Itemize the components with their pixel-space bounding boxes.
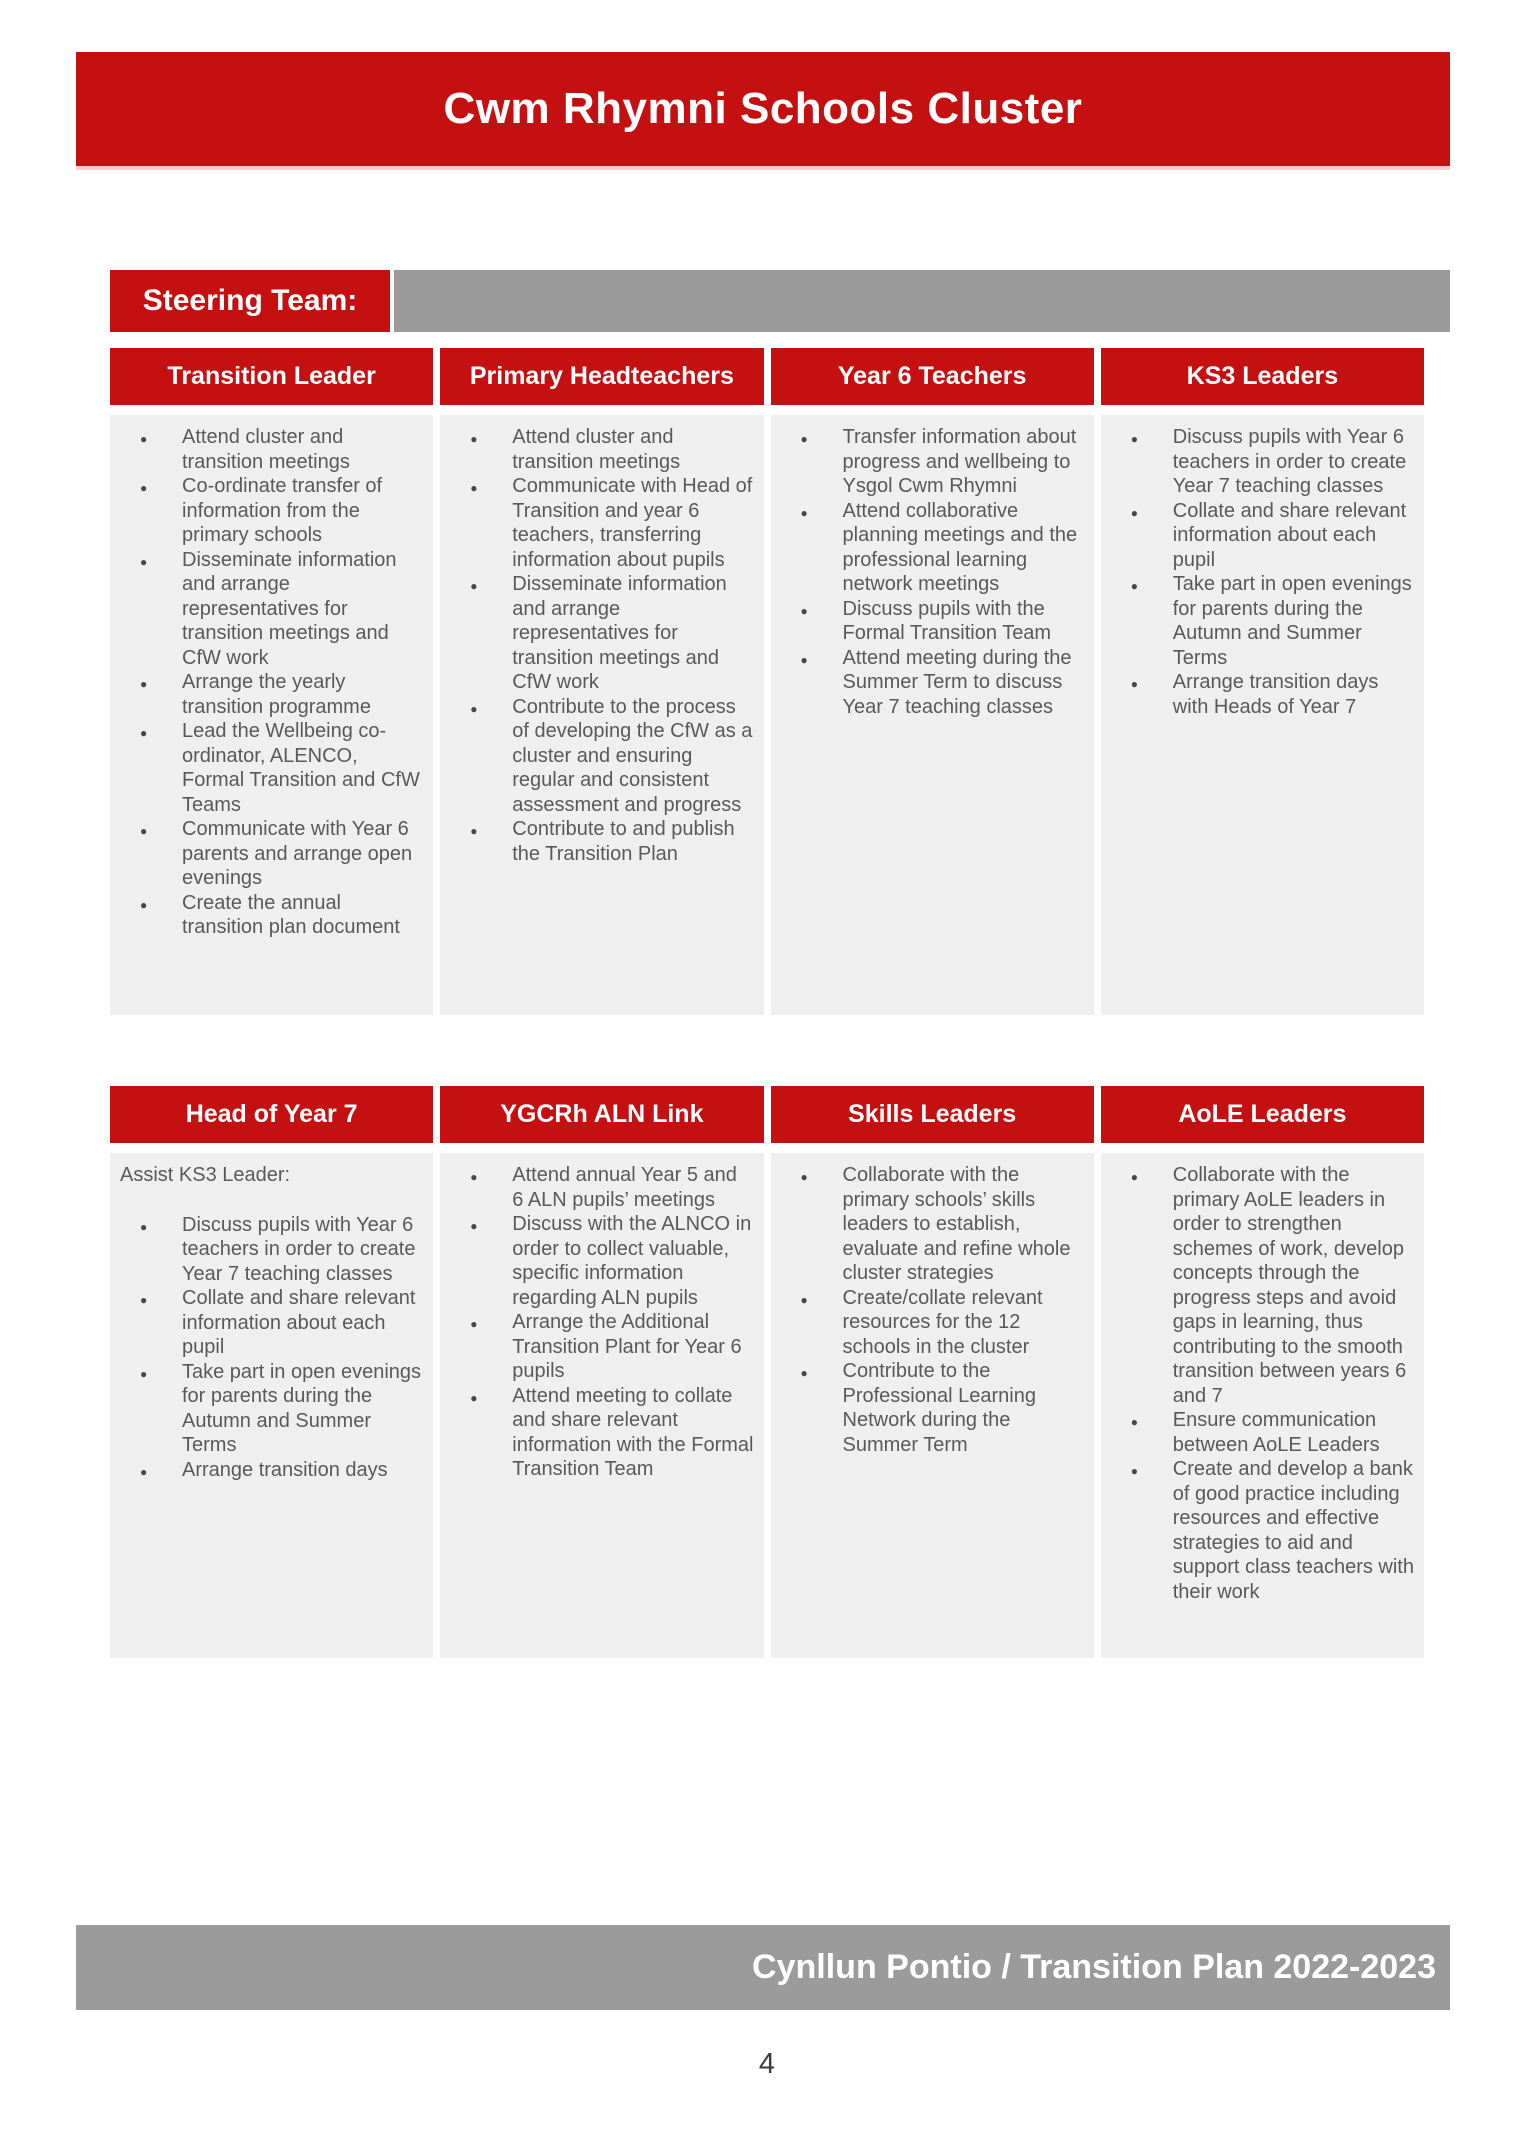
bullet-item: ● Attend collaborative planning meetings and the professional learning network meetings (771, 499, 1084, 597)
role-card (771, 1153, 1094, 1658)
role-title: Transition Leader (167, 362, 376, 390)
role-header (1101, 1086, 1424, 1143)
role-card (1101, 1153, 1424, 1658)
role-column-skills-leaders (771, 1086, 1094, 1658)
role-card (440, 1153, 763, 1658)
role-header (110, 348, 433, 405)
bullet-list (110, 1213, 423, 1483)
steering-gray-bar (394, 270, 1450, 332)
role-title: AoLE Leaders (1178, 1100, 1347, 1128)
role-column-transition-leader (110, 348, 433, 1015)
page-number: 4 (758, 2048, 776, 2080)
bullet-list (1101, 1163, 1414, 1604)
role-header (440, 348, 763, 405)
role-title: Primary Headteachers (469, 362, 734, 390)
role-card (771, 415, 1094, 1015)
bullet-list (1101, 425, 1414, 719)
role-column-ygcrh-aln-link (440, 1086, 763, 1658)
role-card (110, 415, 433, 1015)
role-header (771, 348, 1094, 405)
footer-text: Cynllun Pontio / Transition Plan 2022-2023 (752, 1948, 1436, 1986)
bullet-list (771, 425, 1084, 719)
bullet-item: ● Take part in open evenings for parents during the Autumn and Summer Terms (1101, 572, 1414, 670)
steering-team-label: Steering Team: (110, 270, 390, 332)
role-header (440, 1086, 763, 1143)
steering-team-bar (110, 270, 1450, 332)
bullet-item: ● Create the annual transition plan document (110, 891, 423, 940)
bullet-item: ● Discuss pupils with the Formal Transition Team (771, 597, 1084, 646)
title-banner (76, 52, 1450, 170)
bullet-list (440, 425, 753, 866)
roles-grid-row-1 (110, 348, 1424, 1015)
roles-grid-row-2 (110, 1086, 1424, 1658)
bullet-item: ● Arrange the yearly transition programme (110, 670, 423, 719)
bullet-item: ● Create and develop a bank of good practice including resources and effective strategies to aid and support class teachers with their work (1101, 1457, 1414, 1604)
bullet-item: ● Create/collate relevant resources for the 12 schools in the cluster (771, 1286, 1084, 1360)
bullet-item: ● Collaborate with the primary schools’ skills leaders to establish, evaluate and refine whole cluster strategies (771, 1163, 1084, 1286)
page-title: Cwm Rhymni Schools Cluster (443, 84, 1083, 133)
bullet-item: ● Arrange transition days (110, 1458, 423, 1483)
bullet-item: ● Attend annual Year 5 and 6 ALN pupils’ meetings (440, 1163, 753, 1212)
role-title: Head of Year 7 (185, 1100, 358, 1128)
bullet-item: ● Discuss pupils with Year 6 teachers in order to create Year 7 teaching classes (110, 1213, 423, 1287)
bullet-item: ● Discuss pupils with Year 6 teachers in order to create Year 7 teaching classes (1101, 425, 1414, 499)
bullet-item: ● Attend cluster and transition meetings (440, 425, 753, 474)
role-header (1101, 348, 1424, 405)
role-column-primary-headteachers (440, 348, 763, 1015)
bullet-item: ● Arrange transition days with Heads of Year 7 (1101, 670, 1414, 719)
bullet-item: ● Disseminate information and arrange representatives for transition meetings and CfW work (440, 572, 753, 695)
role-header (771, 1086, 1094, 1143)
role-column-aole-leaders (1101, 1086, 1424, 1658)
bullet-item: ● Transfer information about progress and wellbeing to Ysgol Cwm Rhymni (771, 425, 1084, 499)
role-title: Skills Leaders (848, 1100, 1017, 1128)
role-card (1101, 415, 1424, 1015)
role-title: YGCRh ALN Link (500, 1100, 704, 1128)
bullet-item: ● Take part in open evenings for parents during the Autumn and Summer Terms (110, 1360, 423, 1458)
role-column-ks3-leaders (1101, 348, 1424, 1015)
bullet-item: ● Collate and share relevant information about each pupil (1101, 499, 1414, 573)
card-intro: Assist KS3 Leader: (120, 1164, 291, 1186)
bullet-item: ● Contribute to the process of developing the CfW as a cluster and ensuring regular and consistent assessment and progress (440, 695, 753, 818)
bullet-item: ● Attend meeting during the Summer Term to discuss Year 7 teaching classes (771, 646, 1084, 720)
bullet-item: ● Communicate with Year 6 parents and arrange open evenings (110, 817, 423, 891)
bullet-item: ● Co-ordinate transfer of information from the primary schools (110, 474, 423, 548)
footer-bar (76, 1925, 1450, 2010)
bullet-list (440, 1163, 753, 1482)
bullet-item: ● Attend cluster and transition meetings (110, 425, 423, 474)
bullet-item: ● Contribute to the Professional Learning Network during the Summer Term (771, 1359, 1084, 1457)
bullet-item: ● Communicate with Head of Transition and year 6 teachers, transferring information about pupils (440, 474, 753, 572)
bullet-item: ● Lead the Wellbeing co-ordinator, ALENCO, Formal Transition and CfW Teams (110, 719, 423, 817)
bullet-item: ● Collaborate with the primary AoLE leaders in order to strengthen schemes of work, develop concepts through the progress steps and avoid gaps in learning, thus contributing to the smooth transition between years 6 and 7 (1101, 1163, 1414, 1408)
role-card (110, 1153, 433, 1658)
bullet-item: ● Contribute to and publish the Transition Plan (440, 817, 753, 866)
bullet-item: ● Arrange the Additional Transition Plant for Year 6 pupils (440, 1310, 753, 1384)
bullet-item: ● Discuss with the ALNCO in order to collect valuable, specific information regarding ALN pupils (440, 1212, 753, 1310)
role-header (110, 1086, 433, 1143)
bullet-item: ● Attend meeting to collate and share relevant information with the Formal Transition Team (440, 1384, 753, 1482)
bullet-item: ● Disseminate information and arrange representatives for transition meetings and CfW work (110, 548, 423, 671)
bullet-item: ● Ensure communication between AoLE Leaders (1101, 1408, 1414, 1457)
bullet-list (771, 1163, 1084, 1457)
bullet-list (110, 425, 423, 940)
role-column-year-6-teachers (771, 348, 1094, 1015)
bullet-item: ● Collate and share relevant information about each pupil (110, 1286, 423, 1360)
role-column-head-of-year-7 (110, 1086, 433, 1658)
role-title: KS3 Leaders (1186, 362, 1339, 390)
role-card (440, 415, 763, 1015)
role-title: Year 6 Teachers (837, 362, 1027, 390)
